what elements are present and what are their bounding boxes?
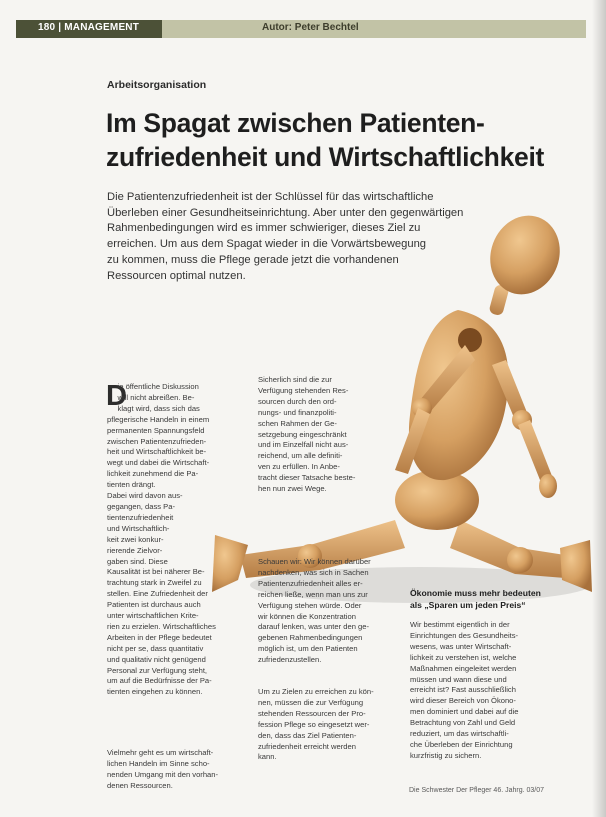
body-line: Einrichtungen des Gesundheits-: [410, 630, 519, 640]
body-line: zwischen Patientenzufrieden-: [107, 436, 207, 446]
body-column-3: [410, 620, 519, 762]
body-line: Sicherlich sind die zur: [258, 375, 332, 384]
body-column-2-bottom: [258, 687, 374, 763]
body-line: Vielmehr geht es um wirtschaft-: [107, 748, 214, 757]
body-line: müssen und wann diese und: [410, 674, 507, 684]
body-line: will nicht abreißen. Be-: [107, 392, 195, 402]
body-line: gebenen Rahmenbedingungen: [258, 633, 363, 643]
body-column-1-end: [107, 748, 218, 792]
body-line: schen Rahmen der Ge-: [258, 418, 337, 428]
body-line: Kausalität ist bei näherer Be-: [107, 567, 205, 577]
body-line: tienten drängt.: [107, 480, 156, 490]
body-line: gegangen, dass Pa-: [107, 501, 175, 511]
page-footer: Die Schwester Der Pfleger 46. Jahrg. 03/07: [409, 787, 545, 794]
body-line: trachtung stark in Zweifel zu: [107, 578, 202, 588]
body-line: fession Pflege so eingesetzt wer-: [258, 719, 370, 729]
body-line: stehenden Ressourcen der Pro-: [258, 708, 366, 718]
body-line: und qualitativ nicht genügend: [107, 654, 206, 664]
body-line: nen, müssen die zur Verfügung: [258, 697, 364, 707]
body-line: men dominiert und dabei auf die: [410, 707, 519, 717]
body-line: Um zu Zielen zu erreichen zu kön-: [258, 687, 374, 696]
body-line: zufriedenheit erreicht werden: [258, 741, 356, 751]
body-line: darauf lenken, was unter den ge-: [258, 622, 370, 632]
body-line: kurzfristig zu sichern.: [410, 750, 482, 760]
body-line: um auf die Bedürfnisse der Pa-: [107, 676, 212, 686]
intro-line: Ressourcen optimal nutzen.: [107, 269, 246, 282]
intro-line: Überleben einer Gesundheitseinrichtung. Aber unter den gegenwärtigen: [107, 206, 464, 219]
body-line: reduziert, um das wirtschaftli-: [410, 729, 509, 739]
headline-line: Im Spagat zwischen Patienten-: [106, 108, 485, 138]
page-section-label: 180 | MANAGEMENT: [38, 22, 140, 33]
body-line: permanenten Spannungsfeld: [107, 425, 205, 435]
author-line: Autor: Peter Bechtel: [262, 22, 359, 33]
body-line: che Überleben der Einrichtung: [410, 739, 513, 749]
body-line: Patienten ist durchaus auch: [107, 600, 201, 610]
intro-line: erreichen. Um aus dem Spagat wieder in die Vorwärtsbewegung: [107, 238, 427, 251]
section-name: MANAGEMENT: [64, 22, 140, 33]
article-kicker: Arbeitsorganisation: [107, 79, 207, 91]
body-line: lichkeit zu verstehen ist, welche: [410, 652, 517, 662]
body-line: wir können die Konzentration: [258, 611, 356, 621]
body-line: Schauen wir: Wir können darüber: [258, 557, 371, 566]
body-line: kann.: [258, 752, 277, 762]
body-line: sourcen durch den ord-: [258, 396, 337, 406]
body-line: ven zu erfüllen. In Anbe-: [258, 462, 340, 472]
body-line: reichen ließe, wenn man uns zur: [258, 589, 368, 599]
page-edge-shadow: [592, 0, 606, 817]
body-line: Patientenzufriedenheit alles er-: [258, 578, 363, 588]
body-line: hen nun zwei Wege.: [258, 484, 327, 494]
body-line: wegt und dabei die Wirtschaft-: [107, 458, 210, 468]
body-line: und Wirtschaftlich-: [107, 523, 170, 533]
body-line: lichen Handeln im Sinne scho-: [107, 758, 210, 768]
body-line: tientenzufriedenheit: [107, 512, 174, 522]
intro-line: Rahmenbedingungen wird es immer schwieriger, dieses Ziel zu: [107, 222, 421, 235]
body-line: tracht dieser Tatsache beste-: [258, 473, 356, 483]
body-line: Maßnahmen eingeleitet werden: [410, 663, 517, 673]
section-subheading: [410, 587, 541, 611]
body-line: keit zwei konkur-: [107, 534, 164, 544]
body-line: Betrachtung von Zahl und Geld: [410, 718, 516, 728]
body-line: nicht per se, dass quantitativ: [107, 643, 204, 653]
body-line: reichend, um alle definiti-: [258, 451, 343, 461]
body-line: Wir bestimmt eigentlich in der: [410, 620, 510, 629]
body-line: klagt wird, dass sich das: [107, 403, 200, 413]
body-line: gaben sind. Diese: [107, 556, 168, 566]
body-line: denen Ressourcen.: [107, 780, 173, 790]
body-line: Dabei wird davon aus-: [107, 491, 183, 501]
body-line: Arbeiten in der Pflege bedeutet: [107, 632, 212, 642]
body-line: erreicht ist? Fast ausschließlich: [410, 685, 516, 695]
body-line: zufriedenzustellen.: [258, 655, 322, 665]
body-line: nachdenken, was sich in Sachen: [258, 567, 369, 577]
body-line: tienten eingehen zu können.: [107, 687, 203, 697]
article-intro: [107, 190, 464, 284]
body-line: heit und Wirtschaftlichkeit be-: [107, 447, 207, 457]
subheading-line: Ökonomie muss mehr bedeuten: [410, 588, 541, 598]
body-line: den, dass das Ziel Patienten-: [258, 730, 357, 740]
body-line: rierende Zielvor-: [107, 545, 163, 555]
body-line: Personal zur Verfügung steht,: [107, 665, 208, 675]
body-line: rien zu erzielen. Wirtschaftliches: [107, 621, 216, 631]
body-line: setzgebung eingeschränkt: [258, 429, 347, 439]
drop-cap: D: [106, 380, 127, 412]
body-line: lichkeit zunehmend die Pa-: [107, 469, 199, 479]
body-line: nenden Umgang mit den vorhan-: [107, 769, 219, 779]
page-number: 180: [38, 22, 56, 33]
body-line: Verfügung stehenden Res-: [258, 385, 349, 395]
body-line: wesens, was unter Wirtschaft-: [410, 641, 512, 651]
body-column-1: [107, 382, 216, 698]
body-line: unter wirtschaftlichen Krite-: [107, 611, 199, 621]
body-line: möglich ist, um den Patienten: [258, 644, 358, 654]
headline-line: zufriedenheit und Wirtschaftlichkeit: [106, 142, 545, 172]
body-line: Verfügung stehen würde. Oder: [258, 600, 362, 610]
body-line: wird dieser Bereich von Ökono-: [410, 696, 516, 706]
body-line: nungs- und finanzpoliti-: [258, 407, 337, 417]
subheading-line: als „Sparen um jeden Preis“: [410, 600, 526, 610]
body-line: ie öffentliche Diskussion: [107, 382, 199, 391]
body-line: und im Einzelfall nicht aus-: [258, 440, 349, 450]
intro-line: Die Patientenzufriedenheit ist der Schlüssel für das wirtschaftliche: [107, 191, 434, 203]
body-column-2-top: [258, 375, 355, 495]
intro-line: zu kommen, muss die Pflege gerade jetzt die vorhandenen: [107, 253, 399, 266]
body-column-2-middle: [258, 557, 371, 666]
body-line: pflegerische Handeln in einem: [107, 414, 210, 424]
article-headline: [106, 106, 566, 174]
body-line: stellen. Eine Zufriedenheit der: [107, 589, 208, 599]
